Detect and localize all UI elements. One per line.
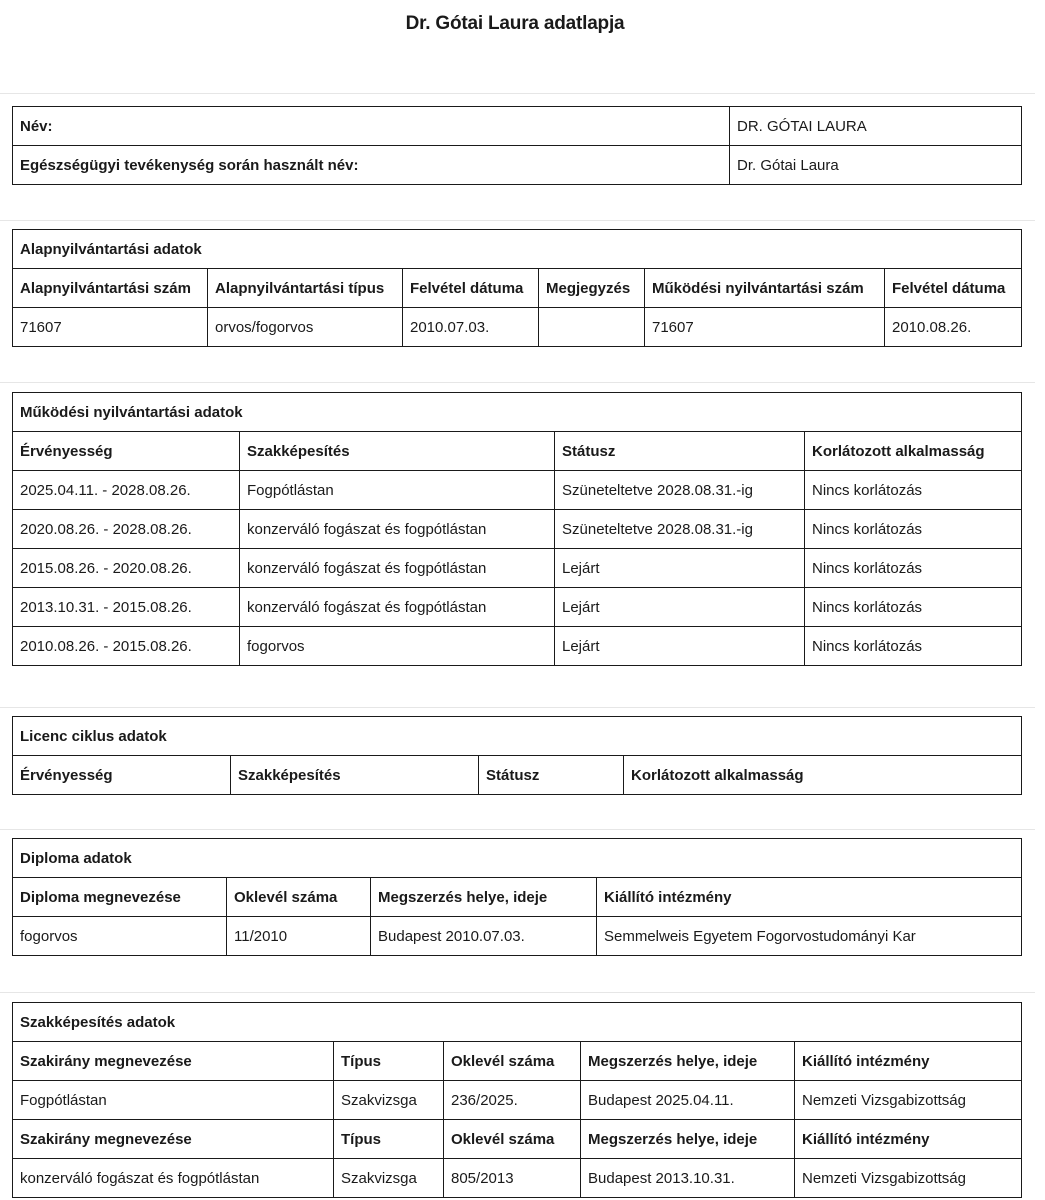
table-cell: 2010.08.26. - 2015.08.26. (13, 627, 240, 666)
table-row (13, 146, 1022, 185)
header-row (13, 269, 1022, 308)
table-row (13, 627, 1022, 666)
column-header: Felvétel dátuma (885, 269, 1022, 308)
column-header: Szakképesítés (240, 432, 555, 471)
column-header: Működési nyilvántartási szám (645, 269, 885, 308)
section-divider (0, 992, 1035, 993)
column-header: Oklevél száma (227, 878, 371, 917)
table-cell: Lejárt (555, 588, 805, 627)
table-cell: 11/2010 (227, 917, 371, 956)
name-label: Név: (13, 107, 730, 146)
table-cell: orvos/fogorvos (208, 308, 403, 347)
table-row (13, 549, 1022, 588)
table-cell: Szakvizsga (334, 1159, 444, 1198)
table-cell: konzerváló fogászat és fogpótlástan (13, 1159, 334, 1198)
section-divider (0, 93, 1035, 94)
column-header: Megjegyzés (539, 269, 645, 308)
table-cell (539, 308, 645, 347)
section-title: Működési nyilvántartási adatok (13, 393, 1022, 432)
used-name-label: Egészségügyi tevékenység során használt név: (13, 146, 730, 185)
table-cell: Nincs korlátozás (805, 588, 1022, 627)
column-header: Kiállító intézmény (597, 878, 1022, 917)
column-header: Kiállító intézmény (795, 1042, 1022, 1081)
table-cell: 2020.08.26. - 2028.08.26. (13, 510, 240, 549)
header-row (13, 1120, 1022, 1159)
section-divider (0, 220, 1035, 221)
table-cell: fogorvos (240, 627, 555, 666)
column-header: Oklevél száma (444, 1042, 581, 1081)
table-cell: konzerváló fogászat és fogpótlástan (240, 549, 555, 588)
table-cell: Nemzeti Vizsgabizottság (795, 1081, 1022, 1120)
column-header: Szakirány megnevezése (13, 1042, 334, 1081)
table-row (13, 1159, 1022, 1198)
section-divider (0, 382, 1035, 383)
table-cell: Szakvizsga (334, 1081, 444, 1120)
table-cell: 71607 (13, 308, 208, 347)
column-header: Korlátozott alkalmasság (805, 432, 1022, 471)
table-row (13, 917, 1022, 956)
section-title: Szakképesítés adatok (13, 1003, 1022, 1042)
column-header: Típus (334, 1120, 444, 1159)
column-header: Oklevél száma (444, 1120, 581, 1159)
personal-table (12, 106, 1022, 185)
table-cell: Fogpótlástan (13, 1081, 334, 1120)
section-divider (0, 829, 1035, 830)
column-header: Felvétel dátuma (403, 269, 539, 308)
table-cell: 2010.08.26. (885, 308, 1022, 347)
column-header: Megszerzés helye, ideje (581, 1042, 795, 1081)
column-header: Érvényesség (13, 756, 231, 795)
table-row (13, 510, 1022, 549)
table-cell: konzerváló fogászat és fogpótlástan (240, 510, 555, 549)
szak-table (12, 1002, 1022, 1198)
table-row (13, 1081, 1022, 1120)
table-cell: Budapest 2013.10.31. (581, 1159, 795, 1198)
table-cell: 2013.10.31. - 2015.08.26. (13, 588, 240, 627)
section-title: Diploma adatok (13, 839, 1022, 878)
column-header: Státusz (555, 432, 805, 471)
table-cell: Szüneteltetve 2028.08.31.-ig (555, 510, 805, 549)
column-header: Szakképesítés (231, 756, 479, 795)
table-cell: konzerváló fogászat és fogpótlástan (240, 588, 555, 627)
diploma-table (12, 838, 1022, 956)
section-divider (0, 707, 1035, 708)
table-cell: Semmelweis Egyetem Fogorvostudományi Kar (597, 917, 1022, 956)
column-header: Megszerzés helye, ideje (371, 878, 597, 917)
header-row (13, 432, 1022, 471)
table-cell: 2010.07.03. (403, 308, 539, 347)
column-header: Szakirány megnevezése (13, 1120, 334, 1159)
column-header: Alapnyilvántartási szám (13, 269, 208, 308)
table-row (13, 308, 1022, 347)
column-header: Típus (334, 1042, 444, 1081)
table-row (13, 107, 1022, 146)
table-cell: Fogpótlástan (240, 471, 555, 510)
table-cell: Nincs korlátozás (805, 549, 1022, 588)
column-header: Alapnyilvántartási típus (208, 269, 403, 308)
table-cell: Nincs korlátozás (805, 627, 1022, 666)
table-cell: Nemzeti Vizsgabizottság (795, 1159, 1022, 1198)
table-cell: Nincs korlátozás (805, 510, 1022, 549)
column-header: Státusz (479, 756, 624, 795)
table-cell: Lejárt (555, 549, 805, 588)
column-header: Diploma megnevezése (13, 878, 227, 917)
column-header: Korlátozott alkalmasság (624, 756, 1022, 795)
table-cell: Budapest 2010.07.03. (371, 917, 597, 956)
table-row (13, 471, 1022, 510)
table-cell: 2015.08.26. - 2020.08.26. (13, 549, 240, 588)
mukodesi-table (12, 392, 1022, 666)
header-row (13, 756, 1022, 795)
column-header: Érvényesség (13, 432, 240, 471)
table-row (13, 588, 1022, 627)
table-cell: 2025.04.11. - 2028.08.26. (13, 471, 240, 510)
section-title: Alapnyilvántartási adatok (13, 230, 1022, 269)
header-row (13, 878, 1022, 917)
column-header: Megszerzés helye, ideje (581, 1120, 795, 1159)
page-title: Dr. Gótai Laura adatlapja (405, 13, 625, 34)
name-value: DR. GÓTAI LAURA (730, 107, 1022, 146)
used-name-value: Dr. Gótai Laura (730, 146, 1022, 185)
table-cell: Lejárt (555, 627, 805, 666)
table-cell: Nincs korlátozás (805, 471, 1022, 510)
table-cell: Szüneteltetve 2028.08.31.-ig (555, 471, 805, 510)
table-cell: Budapest 2025.04.11. (581, 1081, 795, 1120)
table-cell: 71607 (645, 308, 885, 347)
alap-table (12, 229, 1022, 347)
section-title: Licenc ciklus adatok (13, 717, 1022, 756)
header-row (13, 1042, 1022, 1081)
table-cell: fogorvos (13, 917, 227, 956)
licenc-table (12, 716, 1022, 795)
table-cell: 805/2013 (444, 1159, 581, 1198)
column-header: Kiállító intézmény (795, 1120, 1022, 1159)
table-cell: 236/2025. (444, 1081, 581, 1120)
